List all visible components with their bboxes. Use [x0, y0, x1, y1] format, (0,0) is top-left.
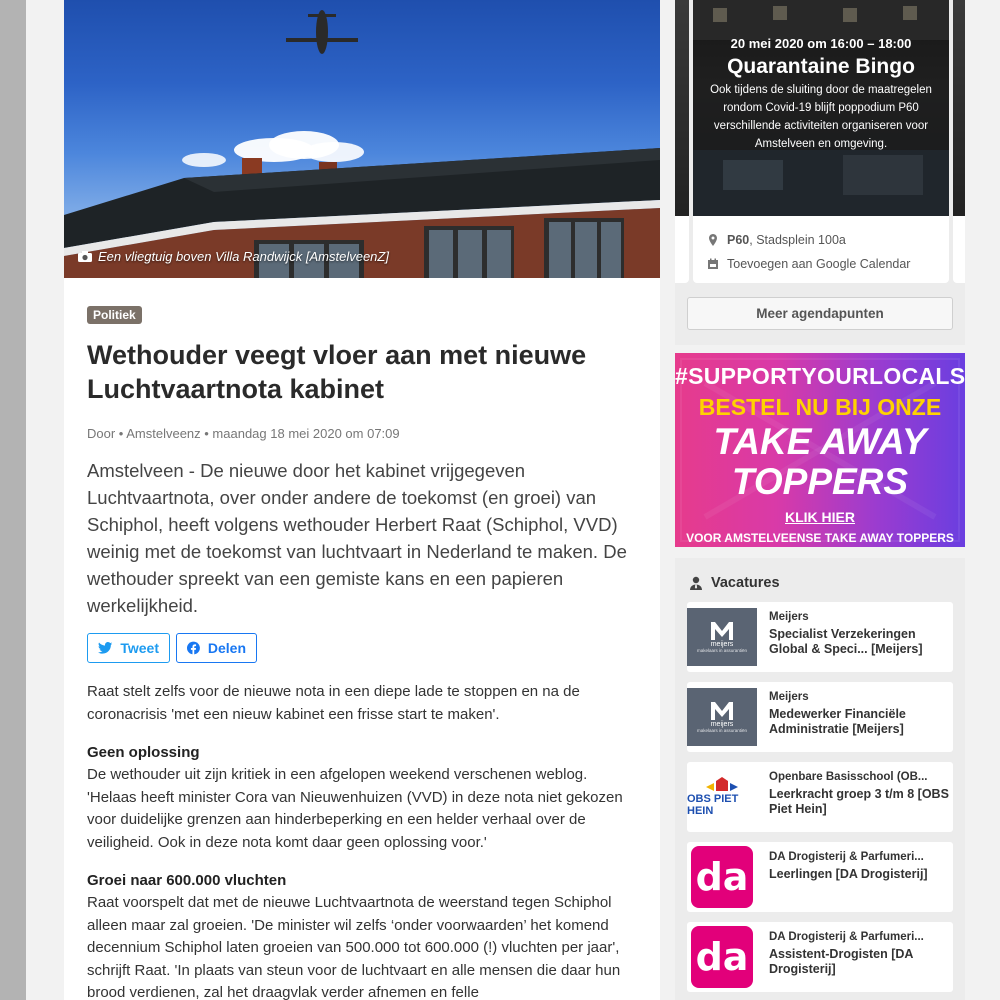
- vacatures-heading: [675, 558, 965, 594]
- vacature-item[interactable]: [687, 922, 953, 992]
- vacature-company: Openbare Basisschool (OB...: [769, 771, 928, 783]
- article-meta: Door • Amstelveenz • maandag 18 mei 2020 om 07:09: [87, 426, 400, 441]
- da-logo-text: da: [691, 926, 753, 988]
- da-logo: [687, 928, 757, 986]
- user-tie-icon: [689, 576, 703, 590]
- event-title: Quarantaine Bingo: [727, 55, 915, 78]
- agenda-widget: [675, 0, 965, 345]
- event-card-prev[interactable]: [675, 0, 689, 283]
- facebook-icon: [187, 639, 200, 657]
- hero-caption-text: Een vliegtuig boven Villa Randwijck [AmstelveenZ]: [98, 249, 389, 264]
- ad-headline-1: TAKE AWAY: [713, 421, 927, 462]
- category-badge[interactable]: Politiek: [87, 306, 142, 324]
- event-card[interactable]: [693, 0, 949, 283]
- venue-name: P60: [727, 233, 750, 247]
- ad-subline: BESTEL NU BIJ ONZE: [698, 394, 942, 420]
- obs-piet-hein-logo: [687, 768, 757, 826]
- logo-tagline: makelaars in assurantiën: [696, 647, 748, 653]
- add-to-calendar[interactable]: [707, 252, 935, 276]
- more-agenda-button[interactable]: Meer agendapunten: [687, 297, 953, 330]
- meijers-logo: [687, 608, 757, 666]
- article-paragraph: De wethouder uit zijn kritiek in een afgelopen weekend verschenen weblog. 'Helaas heeft minister Cora van Nieuwenhuizen (VVD) in deze nota niet gekozen voor duidelijke grenzen aan hinderbeperking en een helder verhaal over de veiligheid. Ook in deze nota komt daar geen oplossing voor.': [87, 766, 623, 851]
- camera-icon: [78, 251, 92, 262]
- share-label: Delen: [207, 640, 246, 656]
- obs-logo-text: OBS PIET HEIN: [687, 793, 739, 817]
- vacature-item[interactable]: [687, 762, 953, 832]
- vacatures-widget: [675, 558, 965, 1000]
- vacature-company: DA Drogisterij & Parfumeri...: [769, 851, 924, 863]
- vacature-role[interactable]: Medewerker Financiële Administratie [Meijers]: [769, 707, 906, 736]
- section-heading: Geen oplossing: [87, 744, 200, 761]
- event-venue: [707, 228, 935, 252]
- event-card-next[interactable]: [953, 0, 965, 283]
- event-description: Ook tijdens de sluiting door de maatregelen rondom Covid-19 blijft poppodium P60 verschillende activiteiten organiseren voor Amstelveen en omgeving.: [710, 84, 932, 150]
- calendar-icon: [707, 258, 719, 270]
- vacatures-list: [687, 602, 953, 1000]
- article-title: Wethouder veegt vloer aan met nieuwe Luchtvaartnota kabinet: [87, 340, 587, 404]
- hero-caption: [78, 249, 389, 264]
- article: [64, 0, 660, 1000]
- vacature-company: Meijers: [769, 611, 809, 623]
- calendar-label: Toevoegen aan Google Calendar: [727, 257, 911, 271]
- tweet-label: Tweet: [120, 640, 159, 656]
- da-logo-text: da: [691, 846, 753, 908]
- map-marker-icon: [707, 234, 719, 246]
- vacature-role[interactable]: Leerlingen [DA Drogisterij]: [769, 867, 928, 881]
- share-buttons: [87, 633, 637, 663]
- vacature-item[interactable]: [687, 682, 953, 752]
- hero-photo: [64, 0, 660, 278]
- vacature-role[interactable]: Assistent-Drogisten [DA Drogisterij]: [769, 947, 913, 976]
- ad-cta[interactable]: KLIK HIER: [785, 509, 855, 525]
- article-paragraph: Raat stelt zelfs voor de nieuwe nota in een diepe lade te stoppen en na de coronacrisis 'met een nieuw kabinet een frisse start te maken'.: [87, 683, 580, 723]
- vacature-company: DA Drogisterij & Parfumeri...: [769, 931, 924, 943]
- facebook-share-button[interactable]: [176, 633, 257, 663]
- article-paragraph: Raat voorspelt dat met de nieuwe Luchtvaartnota de weerstand tegen Schiphol alleen maar zal groeien. 'De minister wil zelfs ‘onder voorwaarden’ het komend decennium Schiphol laten groeien van 500.000 tot 600.000 (!) vluchten per jaar', schrijft Raat. 'In plaats van steun voor de luchtvaart en alle mensen die daar hun brood verdienen, zal het draagvlak verder afnemen en felle: [87, 894, 621, 1000]
- vacatures-title: Vacatures: [711, 575, 780, 591]
- logo-tagline: makelaars in assurantiën: [696, 727, 748, 733]
- airplane-icon: [286, 10, 358, 54]
- logo-wordmark: meijers: [710, 640, 734, 648]
- ad-hashtag: #SUPPORTYOURLOCALS: [675, 363, 965, 389]
- article-lead: Amstelveen - De nieuwe door het kabinet vrijgegeven Luchtvaartnota, over onder andere de toekomst (en groei) van Schiphol, heeft volgens wethouder Herbert Raat (Schiphol, VVD) weinig met de toekomst van luchtvaart in Nederland te maken. De wethouder spreekt van een gemiste kans en een papieren werkelijkheid.: [87, 460, 627, 616]
- twitter-icon: [98, 641, 112, 655]
- section-heading: Groei naar 600.000 vluchten: [87, 872, 287, 889]
- meijers-logo: [687, 688, 757, 746]
- ad-headline-2: TOPPERS: [731, 461, 909, 502]
- vacature-item[interactable]: [687, 842, 953, 912]
- da-logo: [687, 848, 757, 906]
- venue-address: , Stadsplein 100a: [749, 233, 846, 247]
- tweet-button[interactable]: [87, 633, 170, 663]
- vacature-role[interactable]: Leerkracht groep 3 t/m 8 [OBS Piet Hein]: [769, 787, 949, 816]
- event-date: 20 mei 2020 om 16:00 – 18:00: [730, 36, 912, 51]
- logo-wordmark: meijers: [710, 720, 734, 728]
- ad-footer: VOOR AMSTELVEENSE TAKE AWAY TOPPERS: [686, 531, 954, 545]
- ad-banner[interactable]: [675, 353, 965, 547]
- event-image: [693, 0, 949, 216]
- vacature-role[interactable]: Specialist Verzekeringen Global & Speci... [Meijers]: [769, 627, 923, 656]
- vacature-company: Meijers: [769, 691, 809, 703]
- hero-image: [64, 0, 660, 278]
- vacature-item[interactable]: [687, 602, 953, 672]
